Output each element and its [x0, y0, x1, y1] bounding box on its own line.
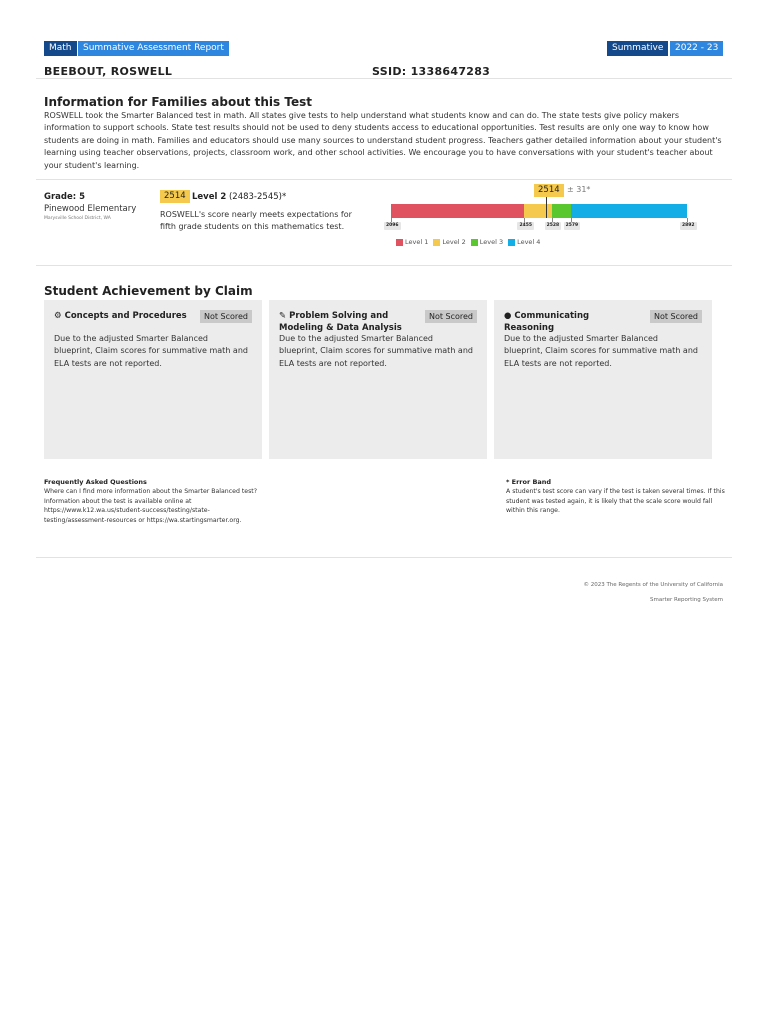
- scale-score-badge: 2514: [160, 190, 190, 203]
- legend-swatch: [471, 239, 478, 246]
- info-title: Information for Families about this Test: [44, 95, 312, 109]
- scale-tick-label: 2455: [519, 223, 533, 228]
- legend-item: [433, 238, 465, 246]
- assessment-type-tag: Summative: [607, 41, 668, 56]
- grade-label: Grade: 5: [44, 192, 86, 202]
- legend-label: Level 1: [405, 238, 429, 246]
- claim-title: ● Communicating Reasoning: [504, 311, 590, 333]
- claim-body: Due to the adjusted Smarter Balanced blueprint, Claim scores for summative math and ELA tests are not reported.: [504, 334, 698, 368]
- scale-segment-level-4: [571, 204, 687, 218]
- divider: [36, 557, 732, 558]
- scale-segment-level-3: [552, 204, 571, 218]
- claim-title: ⚙ Concepts and Procedures: [54, 311, 187, 321]
- score-description: ROSWELL's score nearly meets expectations for fifth grade students on this mathematics test.: [160, 210, 352, 232]
- comment-icon: ●: [504, 311, 512, 321]
- report-title-tag: Summative Assessment Report: [78, 41, 229, 56]
- claim-body: Due to the adjusted Smarter Balanced blueprint, Claim scores for summative math and ELA tests are not reported.: [279, 334, 473, 368]
- legend-label: Level 2: [442, 238, 466, 246]
- edit-icon: ✎: [279, 311, 287, 321]
- student-name: BEEBOUT, ROSWELL: [44, 65, 173, 78]
- level-legend: [396, 238, 545, 246]
- error-band-title: * Error Band: [506, 478, 552, 486]
- faq-title: Frequently Asked Questions: [44, 478, 147, 486]
- divider: [36, 265, 732, 266]
- faq-section: [44, 478, 264, 525]
- claim-card-concepts: [44, 300, 262, 459]
- legend-label: Level 3: [479, 238, 504, 246]
- school-year-tag: 2022 - 23: [670, 41, 723, 56]
- error-band-body: A student's test score can vary if the test is taken several times. If this student was tested again, it is likely that the scale score would fall within this range.: [506, 488, 725, 514]
- scale-tick-label: 2892: [682, 223, 695, 228]
- scale-tick-label: 2528: [546, 223, 560, 228]
- subject-tag: Math: [44, 41, 77, 56]
- claim-title: ✎ Problem Solving and Modeling & Data Analysis: [279, 311, 402, 333]
- not-scored-badge: Not Scored: [200, 310, 252, 323]
- scale-segment-level-1: [391, 204, 524, 218]
- not-scored-badge: Not Scored: [650, 310, 702, 323]
- legend-swatch: [508, 239, 515, 246]
- level-summary: [192, 191, 286, 203]
- district-name: Marysville School District, WA: [44, 216, 111, 221]
- error-band-section: [506, 478, 726, 516]
- legend-item: [508, 238, 540, 246]
- claims-title: Student Achievement by Claim: [44, 284, 253, 298]
- level-range: (2483-2545)*: [228, 192, 287, 202]
- school-name: Pinewood Elementary: [44, 204, 137, 214]
- level-label: Level 2: [192, 192, 227, 202]
- claim-card-problem-solving: [269, 300, 487, 459]
- legend-swatch: [396, 239, 403, 246]
- not-scored-badge: Not Scored: [425, 310, 477, 323]
- legend-label: Level 4: [517, 238, 541, 246]
- score-marker: [546, 197, 547, 218]
- error-band-label: ± 31*: [567, 185, 591, 194]
- system-name: Smarter Reporting System: [649, 597, 723, 603]
- marker-score-badge: 2514: [534, 184, 564, 197]
- scale-segment-level-2: [524, 204, 551, 218]
- scale-tick-label: 2096: [386, 223, 399, 228]
- faq-body: Where can I find more information about the Smarter Balanced test? Information about the test is available online at https://www.k12.wa.us/student-success/testing/state-testing/assessment-resources or https://wa.startingsmarter.org.: [44, 488, 257, 524]
- divider: [36, 179, 732, 180]
- student-ssid: SSID: 1338647283: [372, 65, 491, 78]
- divider: [36, 78, 732, 79]
- copyright: © 2023 The Regents of the University of California: [583, 582, 723, 588]
- info-body: ROSWELL took the Smarter Balanced test in math. All states give tests to help understand what students know and can do. The state tests give policy makers information to support schools. State test results should not be used to deny students access to educational opportunities. Test results are only one way to know how students are doing in math. Families and educators should use many sources to understand student progress. Teachers gather detailed information about your student's learning using teacher observations, projects, classroom work, and other school activities. We encourage you to have conversations with your student's teacher about your student's learning.: [44, 111, 722, 170]
- legend-swatch: [433, 239, 440, 246]
- cog-icon: ⚙: [54, 311, 62, 321]
- legend-item: [471, 238, 503, 246]
- legend-item: [396, 238, 428, 246]
- claim-body: Due to the adjusted Smarter Balanced blueprint, Claim scores for summative math and ELA tests are not reported.: [54, 334, 248, 368]
- scale-tick-label: 2579: [565, 223, 579, 228]
- claim-card-communicating: [494, 300, 712, 459]
